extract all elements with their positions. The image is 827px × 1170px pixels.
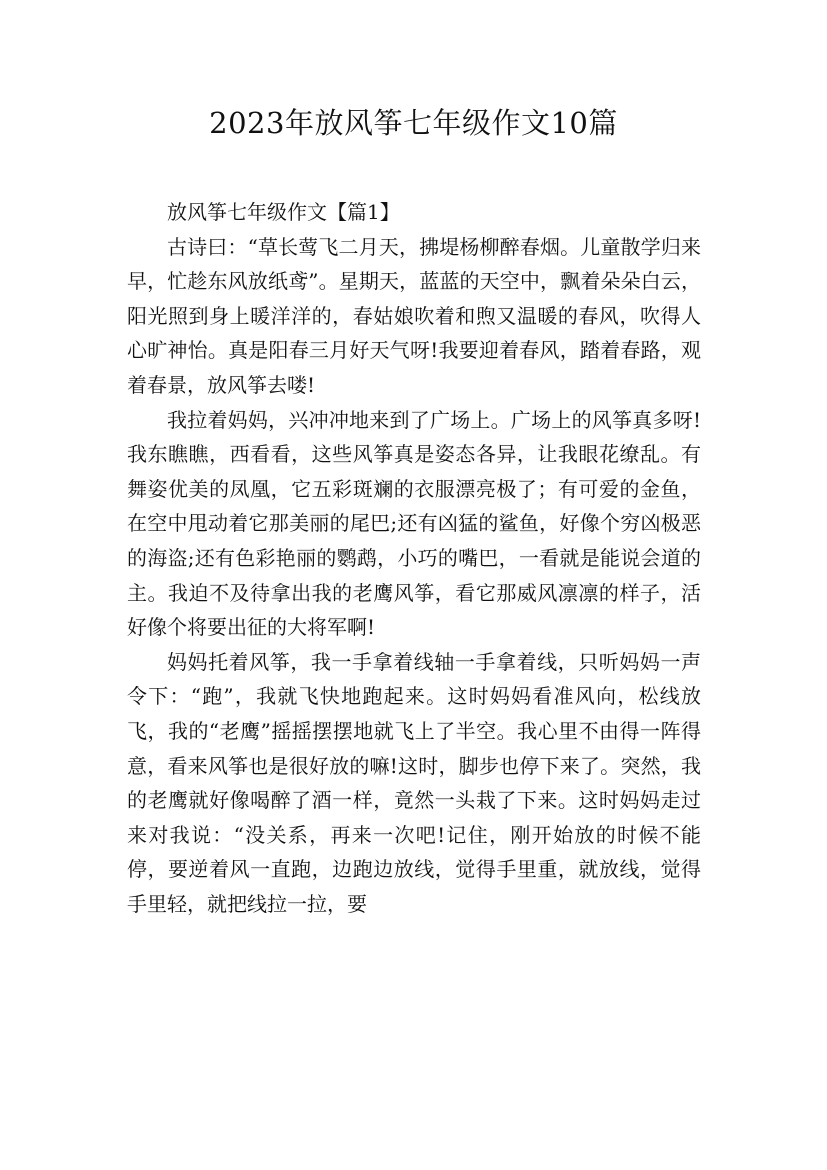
section-heading: 放风筝七年级作文【篇1】 xyxy=(167,200,400,224)
paragraph-3: 妈妈托着风筝，我一手拿着线轴一手拿着线，只听妈妈一声令下：“跑”，我就飞快地跑起来。这时妈妈看准风向，松线放飞，我的“老鹰”摇摇摆摆地就飞上了半空。我心里不由得一阵得意，看来风筝也是很好放的嘛!这时，脚步也停下来了。突然，我的老鹰就好像喝醉了酒一样，竟然一头栽了下来。这时妈妈走过来对我说：“没关系，再来一次吧!记住，刚开始放的时候不能停，要逆着风一直跑，边跑边放线，觉得手里重，就放线，觉得手里轻，就把线拉一拉，要 xyxy=(127,649,701,916)
paragraph-1: 古诗曰：“草长莺飞二月天，拂堤杨柳醉春烟。儿童散学归来早，忙趁东风放纸鸢”。星期天，蓝蓝的天空中，飘着朵朵白云，阳光照到身上暖洋洋的，春姑娘吹着和煦又温暖的春风，吹得人心旷神怡。真是阳春三月好天气呀!我要迎着春风，踏着春路，观着春景，放风筝去喽! xyxy=(127,234,701,397)
document-title: 2023年放风筝七年级作文10篇 xyxy=(209,106,618,140)
paragraph-2: 我拉着妈妈，兴冲冲地来到了广场上。广场上的风筝真多呀!我东瞧瞧，西看看，这些风筝真是姿态各异，让我眼花缭乱。有舞姿优美的凤凰，它五彩斑斓的衣服漂亮极了；有可爱的金鱼，在空中甩动着它那美丽的尾巴;还有凶猛的鲨鱼，好像个穷凶极恶的海盗;还有色彩艳丽的鹦鹉，小巧的嘴巴，一看就是能说会道的主。我迫不及待拿出我的老鹰风筝，看它那威风凛凛的样子，活好像个将要出征的大将军啊! xyxy=(127,407,701,640)
document-body xyxy=(127,195,701,921)
